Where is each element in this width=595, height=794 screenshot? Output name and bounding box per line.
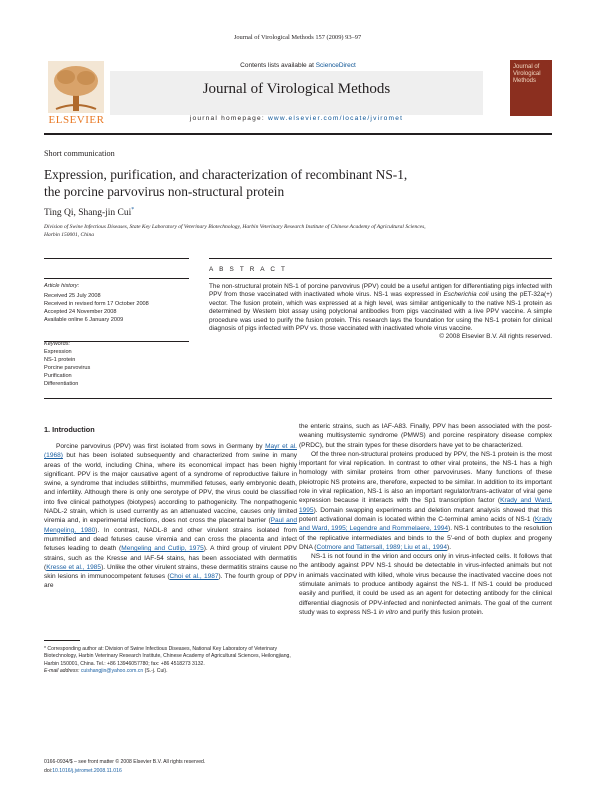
- affiliation-line: Harbin 150001, China: [44, 231, 94, 238]
- article-history-heading: Article history:: [44, 283, 80, 289]
- email-suffix: (S.-j. Cui).: [143, 667, 168, 674]
- history-item: Received in revised form 17 October 2008: [44, 301, 149, 307]
- footnote-mark: *: [44, 646, 46, 652]
- running-head: Journal of Virological Methods 157 (2009) 93–97: [233, 34, 362, 41]
- keyword-item: Expression: [44, 349, 72, 355]
- author-list: [44, 207, 134, 218]
- homepage-prefix: journal homepage:: [189, 115, 265, 122]
- paragraph: [44, 442, 297, 591]
- text: NS-1 is not found in the virion and occurs only in virus-infected cells. It follows that the antibody against PPV NS-1 should be detectable in virus-infected animals but not in animals vaccinated with killed, whole virus because the inactivated vaccine does not stimulate animals to produce antibody against the NS-1. If NS-1 could be produced easily and purified, it could be used as an agent for detecting antibody for the clinical differential diagnosis of PPV-infected and noninfected animals. The goal of the current study was to express NS-1: [299, 553, 552, 616]
- text: ). The fourth group of PPV are: [44, 573, 297, 590]
- history-item: Accepted 24 November 2008: [44, 309, 117, 315]
- affiliation-line: Division of Swine Infectious Diseases, State Key Laboratory of Veterinary Biotechnology, Harbin Veterinary Research Institute of Chinese Academy of Agricultural Sciences,: [44, 224, 426, 230]
- citation-link[interactable]: Mengeling and Cutlip, 1975: [121, 545, 204, 553]
- abstract-divider: [209, 278, 552, 279]
- right-column: [299, 422, 552, 617]
- homepage-link[interactable]: www.elsevier.com/locate/jviromet: [267, 115, 404, 122]
- doi-prefix: doi:: [44, 767, 53, 774]
- keyword-item: Differentiation: [44, 381, 79, 387]
- article-type: Short communication: [44, 149, 115, 158]
- citation-link[interactable]: Cotmore and Tattersall, 1989; Liu et al., 1994: [316, 543, 448, 551]
- text: but has been isolated subsequently and characterized from swine in many areas of the world, including China, where its economical impact has been highly significant. PPV is the major causative agent of a syndrome of reproductive failure in swine, a syndrome that includes stillbirths, mummified fetuses, early embryonic death, and infertility. Although there is only one serotype of PPV, the virus could be classified into five clinical pathotypes (biotypes) according to pathogenicity. The nonpathogenic NADL-2 strain, which is used currently as an attenuated vaccine, causes only limited viremia and, in experimental infections, does not cross the placental barrier (: [44, 452, 297, 525]
- email-link[interactable]: cuishangjin@yahoo.com.cn: [80, 667, 144, 674]
- journal-cover-thumbnail[interactable]: [510, 60, 552, 116]
- abstract-text: using the pET-32a(+) vector. The fusion protein, which was expressed at a high level, was similar antigenically to the native NS-1 protein as determined by Western blot assay using polyclonal antibodies from pigs vaccinated with a live PPV vaccine. A simple procedure was used to purify the fusion protein. This research lays the foundation for using the NS-1 protein for clinical diagnosis of pigs infected with PPV vs. those vaccinated with inactivated whole virus vaccine.: [209, 291, 552, 333]
- article-title: [44, 166, 514, 200]
- paragraph: [299, 450, 552, 552]
- footnote-rule: [44, 640, 80, 641]
- text: ). NS-1 contributes to the resolution of the replicative intermediates and binds to the 5′-end of both duplex and progeny DNA (: [299, 525, 552, 551]
- left-column: [44, 442, 297, 591]
- cover-title-line: Journal of: [513, 64, 540, 70]
- citation-link[interactable]: Krady and Ward, 1995: [299, 497, 552, 514]
- bottom-info: [44, 758, 297, 775]
- text: Of the three non-structural proteins produced by PPV, the NS-1 protein is the most important for viral replication. In contrast to other viral proteins, the NS-1 has a high homology with similar proteins from other parvoviruses. Many functions of these pleiotropic NS proteins are, therefore, expected to be similar. In addition to its important role in viral replication, NS-1 is also an important regulator/trans-activator of viral gene expression because it interacts with the Sp1 transcription factor (: [299, 450, 552, 505]
- journal-homepage: [110, 115, 483, 122]
- issn-line: 0166-0934/$ – see front matter © 2008 Elsevier B.V. All rights reserved.: [44, 759, 206, 765]
- keyword-item: NS-1 protein: [44, 357, 76, 363]
- citation-link[interactable]: Paul and Mengeling, 1980: [44, 517, 297, 534]
- emphasis: in vitro: [378, 608, 398, 616]
- keywords-heading: Keywords:: [44, 341, 71, 347]
- article-title-line: Expression, purification, and characterization of recombinant NS-1,: [44, 167, 408, 182]
- cover-title-line: Methods: [513, 78, 537, 84]
- text: ). Unlike the other virulent strains, these dermatitis strains cause no skin lesions in immunocompetent fetuses (: [44, 563, 298, 581]
- abstract-rule: [209, 258, 552, 259]
- abstract-bottom-rule: [44, 398, 552, 399]
- affiliation: [44, 224, 552, 239]
- publisher-logo[interactable]: [44, 59, 109, 131]
- paragraph: the enteric strains, such as IAF-A83. Finally, PPV has been associated with the post-weaning multisystemic syndrome (PMWS) and porcine respiratory disease complex (PRDC), but the strain types for these disorders have yet to be characterized.: [299, 423, 552, 449]
- abstract-text: The non-structural protein NS-1 of porcine parvovirus (PPV) could be a useful antigen for differentiating pigs infected with PPV from those vaccinated with inactivated whole virus. NS-1 was expressed in: [209, 283, 552, 299]
- history-item: Available online 6 January 2009: [44, 317, 124, 323]
- abstract-organism: Escherichia coli: [443, 291, 489, 299]
- article-info-divider: [44, 278, 189, 279]
- section-heading: 1. Introduction: [44, 425, 95, 434]
- authors: Ting Qi, Shang-jin Cui: [44, 208, 132, 219]
- footnote-text: Corresponding author at: Division of Swine Infectious Diseases, National Key Laboratory of Veterinary Biotechnology, Harbin Veterinary Research Institute, Chinese Academy of Agricultural Sciences, Heilongjiang, Harbin 150001, China. Tel.: +86 13946057780; fax: +86 4518273 3132.: [44, 646, 291, 667]
- text: Porcine parvovirus (PPV) was first isolated from sows in Germany by: [56, 443, 266, 450]
- citation-link[interactable]: Mayr et al. (1968): [44, 443, 297, 460]
- footnote: [44, 646, 297, 675]
- keyword-item: Porcine parvovirus: [44, 365, 91, 371]
- abstract-body: [209, 283, 552, 342]
- journal-header: [44, 57, 552, 135]
- journal-title: Journal of Virological Methods: [202, 81, 391, 97]
- text: ).: [447, 543, 452, 551]
- sciencedirect-link[interactable]: ScienceDirect: [315, 62, 356, 69]
- contents-line: [44, 62, 552, 69]
- citation-link[interactable]: Krady and Ward, 1995; Legendre and Rommelaere, 1994: [299, 515, 552, 533]
- email-label: E-mail address:: [44, 667, 80, 674]
- author-footnote-mark[interactable]: *: [131, 207, 135, 213]
- paragraph: [299, 552, 552, 617]
- text: ). In contrast, NADL-8 and other virulent strains isolated from mummified and dead fetuses cause viremia and can cross the placenta and infect fetuses leading to death (: [44, 526, 297, 553]
- doi-line: [44, 767, 297, 776]
- abstract-copyright: © 2008 Elsevier B.V. All rights reserved.: [439, 333, 552, 341]
- citation-link[interactable]: Kresse et al., 1985: [46, 563, 102, 571]
- text: and purify this fusion protein.: [397, 608, 484, 616]
- publisher-logo-text: ELSEVIER: [48, 114, 105, 126]
- history-item: Received 25 July 2008: [44, 293, 101, 299]
- abstract-heading: A B S T R A C T: [209, 266, 288, 273]
- doi-link[interactable]: 10.1016/j.jviromet.2008.11.016: [52, 767, 122, 774]
- cover-title-line: Virological: [513, 71, 541, 77]
- contents-prefix: Contents lists available at: [240, 62, 314, 69]
- article-info-rule: [44, 258, 189, 259]
- keyword-item: Purification: [44, 373, 72, 379]
- citation-link[interactable]: Choi et al., 1987: [169, 573, 219, 581]
- article-title-line: the porcine parvovirus non-structural protein: [44, 184, 285, 199]
- text: ). A third group of virulent PPV strains, such as the Kresse and IAF-54 stains, has been associated with dermatitis (: [44, 545, 297, 571]
- text: ). Domain swapping experiments and deletion mutant analysis showed that this potent activational domain is located within the C-terminal amino acids of NS-1 (: [299, 506, 552, 523]
